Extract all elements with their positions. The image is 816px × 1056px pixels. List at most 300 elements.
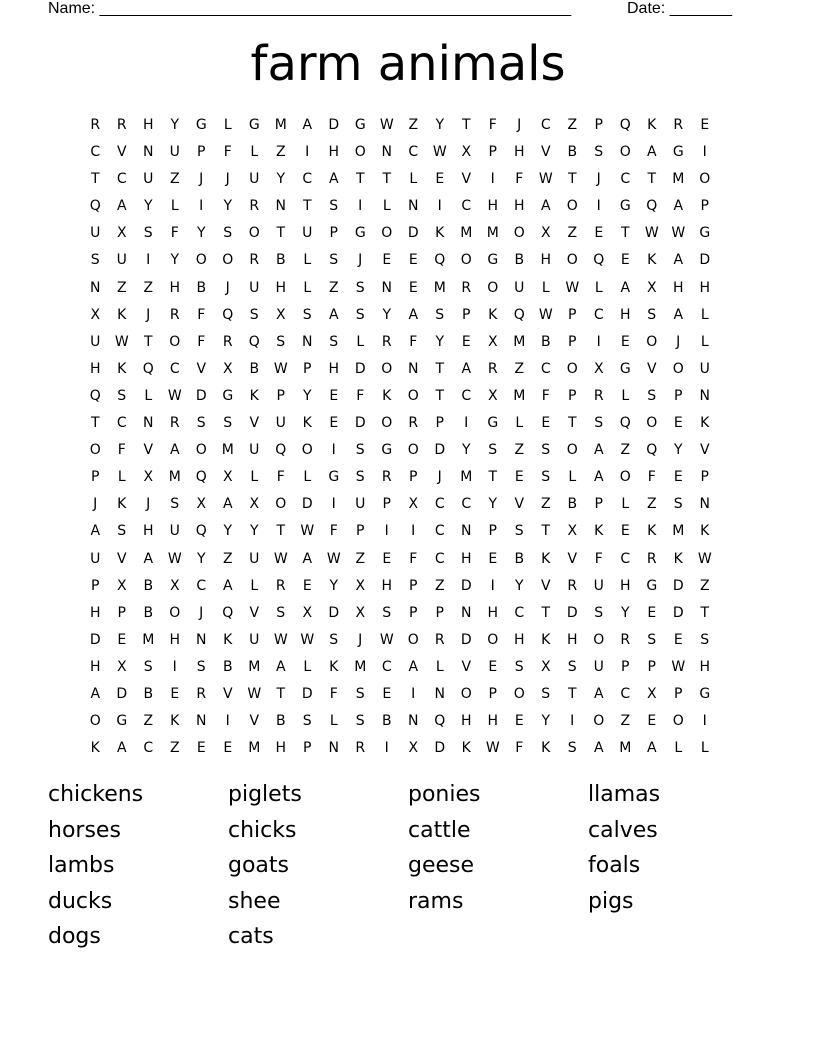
grid-letter[interactable]: Y [223,523,233,540]
grid-letter[interactable]: F [223,144,232,161]
grid-letter[interactable]: X [169,577,180,594]
grid-letter[interactable]: A [593,740,604,757]
grid-letter[interactable]: S [276,604,286,621]
grid-letter[interactable]: Y [620,604,630,621]
grid-letter[interactable]: R [196,685,207,702]
grid-letter[interactable]: S [514,523,524,540]
grid-letter[interactable]: A [169,442,180,459]
grid-letter[interactable]: K [90,740,100,757]
grid-letter[interactable]: F [197,333,206,350]
grid-letter[interactable]: N [328,740,339,757]
grid-letter[interactable]: P [700,198,709,215]
grid-letter[interactable]: T [567,415,577,432]
grid-letter[interactable]: O [593,713,605,730]
grid-letter[interactable]: P [488,523,497,540]
grid-letter[interactable]: T [700,604,710,621]
grid-letter[interactable]: A [328,306,339,323]
grid-letter[interactable]: S [170,496,180,513]
grid-letter[interactable]: W [379,117,394,133]
grid-letter[interactable]: J [93,496,98,513]
grid-letter[interactable]: E [647,713,657,730]
grid-letter[interactable]: V [116,550,127,567]
grid-letter[interactable]: S [249,306,259,323]
grid-letter[interactable]: B [222,658,233,675]
grid-letter[interactable]: S [647,631,657,648]
grid-letter[interactable]: A [143,550,154,567]
grid-letter[interactable]: J [358,252,363,269]
grid-letter[interactable]: I [702,713,707,730]
grid-letter[interactable]: O [460,252,472,269]
grid-letter[interactable]: Y [461,442,471,459]
grid-letter[interactable]: R [567,577,578,594]
grid-letter[interactable]: P [409,577,418,594]
grid-letter[interactable]: H [619,306,631,323]
grid-letter[interactable]: P [356,523,365,540]
grid-letter[interactable]: J [517,117,522,133]
grid-letter[interactable]: Q [434,252,446,269]
grid-letter[interactable]: P [409,604,418,621]
grid-letter[interactable]: E [408,279,418,296]
grid-letter[interactable]: A [673,252,684,269]
grid-letter[interactable]: T [355,171,365,188]
grid-letter[interactable]: H [142,117,154,133]
grid-letter[interactable]: Z [355,550,366,567]
grid-letter[interactable]: S [514,658,524,675]
grid-letter[interactable]: A [408,306,419,323]
grid-letter[interactable]: F [276,469,285,486]
grid-letter[interactable]: I [199,198,204,215]
grid-letter[interactable]: H [619,577,631,594]
grid-letter[interactable]: Y [170,252,180,269]
grid-letter[interactable]: V [249,713,260,730]
grid-letter[interactable]: K [647,252,657,269]
grid-letter[interactable]: V [249,604,260,621]
grid-letter[interactable]: U [355,496,366,513]
grid-letter[interactable]: P [91,469,100,486]
grid-letter[interactable]: R [408,415,419,432]
grid-letter[interactable]: T [435,360,445,377]
grid-letter[interactable]: C [540,117,551,133]
grid-letter[interactable]: A [461,360,472,377]
grid-letter[interactable]: I [411,685,416,702]
grid-letter[interactable]: Q [646,198,658,215]
grid-letter[interactable]: N [196,713,207,730]
grid-letter[interactable]: H [328,144,340,161]
grid-letter[interactable]: C [381,658,392,675]
grid-letter[interactable]: A [222,496,233,513]
grid-letter[interactable]: J [596,171,601,188]
grid-letter[interactable]: C [540,360,551,377]
grid-letter[interactable]: E [673,415,683,432]
grid-letter[interactable]: Z [143,713,154,730]
grid-letter[interactable]: S [90,252,100,269]
grid-letter[interactable]: O [566,360,578,377]
grid-letter[interactable]: U [143,171,154,188]
grid-letter[interactable]: W [167,550,182,567]
grid-letter[interactable]: M [672,171,685,188]
grid-letter[interactable]: S [196,415,206,432]
grid-letter[interactable]: O [646,333,658,350]
grid-letter[interactable]: L [621,387,630,404]
grid-letter[interactable]: R [673,117,684,133]
grid-letter[interactable]: P [435,604,444,621]
grid-letter[interactable]: W [273,550,288,567]
grid-letter[interactable]: M [433,279,446,296]
grid-letter[interactable]: P [568,333,577,350]
grid-letter[interactable]: A [673,198,684,215]
grid-letter[interactable]: B [249,360,260,377]
grid-letter[interactable]: S [117,387,127,404]
grid-letter[interactable]: I [331,442,336,459]
grid-letter[interactable]: G [699,685,711,702]
grid-letter[interactable]: T [567,685,577,702]
grid-letter[interactable]: X [302,604,313,621]
grid-letter[interactable]: N [143,144,154,161]
grid-letter[interactable]: C [116,171,127,188]
grid-letter[interactable]: E [620,333,630,350]
grid-letter[interactable]: E [329,387,339,404]
grid-letter[interactable]: S [647,306,657,323]
grid-letter[interactable]: I [172,658,177,675]
grid-letter[interactable]: R [355,740,366,757]
grid-letter[interactable]: K [647,523,657,540]
grid-letter[interactable]: P [462,306,471,323]
grid-letter[interactable]: W [485,740,500,757]
grid-letter[interactable]: T [382,171,392,188]
grid-letter[interactable]: B [567,496,578,513]
grid-letter[interactable]: X [222,469,233,486]
grid-letter[interactable]: S [435,306,445,323]
grid-letter[interactable]: H [699,658,711,675]
grid-letter[interactable]: T [461,117,471,133]
grid-letter[interactable]: G [487,415,499,432]
grid-letter[interactable]: U [593,577,604,594]
grid-letter[interactable]: O [487,631,499,648]
grid-letter[interactable]: I [596,333,601,350]
grid-letter[interactable]: X [275,306,286,323]
grid-letter[interactable]: V [514,496,525,513]
grid-letter[interactable]: D [354,360,366,377]
grid-letter[interactable]: U [90,225,101,242]
grid-letter[interactable]: E [223,740,233,757]
grid-letter[interactable]: L [700,306,709,323]
grid-letter[interactable]: G [619,360,631,377]
grid-letter[interactable]: V [249,415,260,432]
grid-letter[interactable]: Y [541,713,551,730]
grid-letter[interactable]: Q [222,306,234,323]
grid-letter[interactable]: J [146,306,151,323]
grid-letter[interactable]: T [90,171,100,188]
grid-letter[interactable]: Y [276,171,286,188]
grid-letter[interactable]: F [488,117,497,133]
grid-letter[interactable]: H [513,198,525,215]
grid-letter[interactable]: L [250,144,259,161]
grid-letter[interactable]: W [644,225,659,242]
grid-letter[interactable]: J [199,171,204,188]
grid-letter[interactable]: O [381,360,393,377]
grid-letter[interactable]: M [513,387,526,404]
grid-letter[interactable]: B [540,333,551,350]
grid-letter[interactable]: F [117,442,126,459]
grid-letter[interactable]: I [490,171,495,188]
grid-letter[interactable]: O [195,252,207,269]
grid-letter[interactable]: H [169,631,181,648]
grid-letter[interactable]: R [434,631,445,648]
grid-letter[interactable]: S [594,604,604,621]
grid-letter[interactable]: W [247,685,262,702]
grid-letter[interactable]: G [619,198,631,215]
grid-letter[interactable]: O [89,442,101,459]
grid-letter[interactable]: P [303,740,312,757]
grid-letter[interactable]: W [326,550,341,567]
grid-letter[interactable]: R [381,469,392,486]
grid-letter[interactable]: J [225,171,230,188]
grid-letter[interactable]: S [567,740,577,757]
grid-letter[interactable]: F [329,523,338,540]
grid-letter[interactable]: Y [382,306,392,323]
grid-letter[interactable]: R [169,306,180,323]
grid-letter[interactable]: N [461,604,472,621]
grid-letter[interactable]: W [300,631,315,648]
grid-letter[interactable]: I [225,713,230,730]
grid-letter[interactable]: I [331,496,336,513]
grid-letter[interactable]: S [329,198,339,215]
grid-letter[interactable]: X [196,496,207,513]
grid-letter[interactable]: S [196,658,206,675]
grid-letter[interactable]: Q [248,333,260,350]
grid-letter[interactable]: B [143,604,154,621]
grid-letter[interactable]: W [379,631,394,648]
grid-letter[interactable]: R [646,550,657,567]
grid-letter[interactable]: G [195,117,207,133]
grid-letter[interactable]: G [381,442,393,459]
grid-letter[interactable]: I [411,523,416,540]
grid-letter[interactable]: W [671,658,686,675]
grid-letter[interactable]: U [90,550,101,567]
grid-letter[interactable]: Q [195,469,207,486]
grid-letter[interactable]: O [381,415,393,432]
grid-letter[interactable]: O [407,631,419,648]
grid-letter[interactable]: O [487,279,499,296]
grid-letter[interactable]: N [196,631,207,648]
grid-letter[interactable]: E [488,550,498,567]
grid-letter[interactable]: P [594,496,603,513]
grid-letter[interactable]: G [699,225,711,242]
grid-letter[interactable]: P [91,577,100,594]
grid-letter[interactable]: H [381,577,393,594]
grid-letter[interactable]: E [196,740,206,757]
grid-letter[interactable]: D [434,740,446,757]
grid-letter[interactable]: K [700,523,710,540]
grid-letter[interactable]: N [408,198,419,215]
grid-letter[interactable]: Q [142,360,154,377]
grid-letter[interactable]: O [699,171,711,188]
grid-letter[interactable]: V [646,360,657,377]
grid-letter[interactable]: X [355,577,366,594]
grid-letter[interactable]: B [143,685,154,702]
grid-letter[interactable]: H [487,713,499,730]
grid-letter[interactable]: Q [89,198,101,215]
grid-letter[interactable]: S [302,713,312,730]
grid-letter[interactable]: T [541,523,551,540]
grid-letter[interactable]: E [514,469,524,486]
grid-letter[interactable]: E [461,333,471,350]
grid-letter[interactable]: W [565,279,580,296]
grid-letter[interactable]: T [276,685,286,702]
grid-letter[interactable]: I [596,198,601,215]
grid-letter[interactable]: J [146,496,151,513]
grid-letter[interactable]: T [276,225,286,242]
grid-letter[interactable]: W [300,523,315,540]
grid-letter[interactable]: R [593,387,604,404]
grid-letter[interactable]: B [514,550,525,567]
grid-letter[interactable]: A [593,469,604,486]
grid-letter[interactable]: K [435,225,445,242]
grid-letter[interactable]: E [382,685,392,702]
grid-letter[interactable]: Y [435,333,445,350]
grid-letter[interactable]: O [646,415,658,432]
grid-letter[interactable]: S [594,415,604,432]
grid-letter[interactable]: O [566,198,578,215]
grid-letter[interactable]: A [646,740,657,757]
grid-letter[interactable]: K [700,415,710,432]
grid-letter[interactable]: H [169,279,181,296]
grid-letter[interactable]: P [647,658,656,675]
grid-letter[interactable]: A [673,306,684,323]
grid-letter[interactable]: G [354,225,366,242]
grid-letter[interactable]: K [117,360,127,377]
grid-letter[interactable]: C [434,550,445,567]
grid-letter[interactable]: D [672,577,684,594]
grid-letter[interactable]: U [249,442,260,459]
grid-letter[interactable]: S [382,604,392,621]
grid-letter[interactable]: T [302,198,312,215]
grid-letter[interactable]: I [570,713,575,730]
grid-letter[interactable]: E [594,225,604,242]
grid-letter[interactable]: D [354,415,366,432]
grid-letter[interactable]: O [301,442,313,459]
grid-letter[interactable]: W [273,631,288,648]
grid-letter[interactable]: P [674,387,683,404]
grid-letter[interactable]: P [568,306,577,323]
grid-letter[interactable]: P [594,117,603,133]
grid-letter[interactable]: M [460,225,473,242]
grid-letter[interactable]: P [329,225,338,242]
grid-letter[interactable]: N [302,333,313,350]
grid-letter[interactable]: O [381,225,393,242]
grid-letter[interactable]: W [538,306,553,323]
grid-letter[interactable]: O [566,252,578,269]
grid-letter[interactable]: R [116,117,127,133]
grid-letter[interactable]: U [90,333,101,350]
grid-letter[interactable]: P [303,360,312,377]
grid-letter[interactable]: Z [116,279,127,296]
grid-letter[interactable]: K [647,117,657,133]
grid-letter[interactable]: U [116,252,127,269]
grid-letter[interactable]: Z [540,496,551,513]
grid-letter[interactable]: D [672,604,684,621]
grid-letter[interactable]: P [700,469,709,486]
grid-letter[interactable]: K [461,740,471,757]
grid-letter[interactable]: I [437,198,442,215]
grid-letter[interactable]: H [540,252,552,269]
grid-letter[interactable]: K [488,306,498,323]
grid-letter[interactable]: P [488,685,497,702]
grid-letter[interactable]: L [382,198,391,215]
grid-letter[interactable]: T [488,469,498,486]
grid-letter[interactable]: E [488,658,498,675]
grid-letter[interactable]: I [384,740,389,757]
grid-letter[interactable]: T [647,171,657,188]
grid-letter[interactable]: W [114,333,129,350]
grid-letter[interactable]: F [647,469,656,486]
grid-letter[interactable]: L [303,469,312,486]
grid-letter[interactable]: C [620,685,631,702]
grid-letter[interactable]: W [432,144,447,161]
grid-letter[interactable]: L [329,713,338,730]
grid-letter[interactable]: Y [488,496,498,513]
grid-letter[interactable]: G [646,577,658,594]
grid-letter[interactable]: S [355,685,365,702]
grid-letter[interactable]: L [250,469,259,486]
grid-letter[interactable]: V [116,144,127,161]
grid-letter[interactable]: Z [620,442,631,459]
grid-letter[interactable]: Q [646,442,658,459]
grid-letter[interactable]: C [620,550,631,567]
grid-letter[interactable]: W [167,387,182,404]
grid-letter[interactable]: R [620,631,631,648]
grid-letter[interactable]: S [355,306,365,323]
grid-letter[interactable]: K [117,496,127,513]
grid-letter[interactable]: C [302,171,313,188]
grid-letter[interactable]: C [196,577,207,594]
grid-letter[interactable]: U [249,550,260,567]
grid-letter[interactable]: N [381,144,392,161]
grid-letter[interactable]: B [567,144,578,161]
grid-letter[interactable]: H [89,360,101,377]
grid-letter[interactable]: O [248,225,260,242]
grid-letter[interactable]: C [90,144,101,161]
grid-letter[interactable]: O [460,685,472,702]
grid-letter[interactable]: M [248,658,261,675]
grid-letter[interactable]: E [620,252,630,269]
grid-letter[interactable]: Y [223,198,233,215]
grid-letter[interactable]: U [699,360,710,377]
grid-letter[interactable]: R [381,333,392,350]
grid-letter[interactable]: F [515,171,524,188]
grid-letter[interactable]: W [697,550,712,567]
grid-letter[interactable]: D [460,577,472,594]
grid-letter[interactable]: P [568,387,577,404]
grid-letter[interactable]: R [461,279,472,296]
grid-letter[interactable]: I [384,523,389,540]
grid-letter[interactable]: B [196,279,207,296]
grid-letter[interactable]: P [674,685,683,702]
grid-letter[interactable]: L [541,279,550,296]
grid-letter[interactable]: L [594,279,603,296]
grid-letter[interactable]: X [90,306,101,323]
grid-letter[interactable]: X [646,279,657,296]
grid-letter[interactable]: E [647,604,657,621]
grid-letter[interactable]: O [169,604,181,621]
grid-letter[interactable]: E [408,252,418,269]
grid-letter[interactable]: A [222,577,233,594]
grid-letter[interactable]: S [541,442,551,459]
grid-letter[interactable]: P [488,144,497,161]
grid-letter[interactable]: N [434,685,445,702]
grid-letter[interactable]: E [117,631,127,648]
grid-letter[interactable]: V [567,550,578,567]
